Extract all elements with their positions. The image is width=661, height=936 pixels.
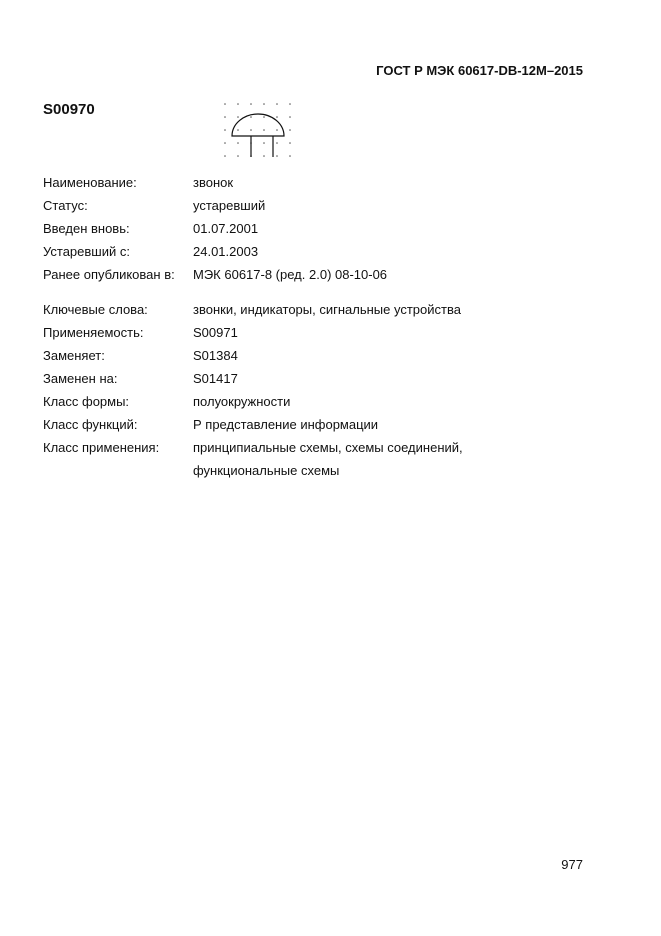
field-value: S00971 bbox=[193, 325, 238, 340]
field-value: полуокружности bbox=[193, 394, 291, 409]
field-value: устаревший bbox=[193, 198, 266, 213]
symbol-attributes bbox=[43, 171, 603, 482]
field-value: принципиальные схемы, схемы соединений, bbox=[193, 440, 463, 455]
field-value: S01417 bbox=[193, 371, 238, 386]
field-row-application-class bbox=[43, 436, 603, 459]
field-label: Заменен на: bbox=[43, 371, 118, 386]
field-label: Класс применения: bbox=[43, 440, 160, 455]
field-row-introduced bbox=[43, 217, 603, 240]
field-label: Статус: bbox=[43, 198, 88, 213]
field-row-replaced-by bbox=[43, 367, 603, 390]
field-row-published-in bbox=[43, 263, 603, 286]
field-value: МЭК 60617-8 (ред. 2.0) 08-10-06 bbox=[193, 267, 388, 282]
page-number: 977 bbox=[561, 857, 583, 872]
field-row-application-class-continued bbox=[43, 459, 603, 482]
field-row-applicability bbox=[43, 321, 603, 344]
field-value: функциональные схемы bbox=[193, 463, 340, 478]
bell-symbol-icon bbox=[218, 97, 298, 165]
field-label: Ранее опубликован в: bbox=[43, 267, 175, 282]
field-row-status bbox=[43, 194, 603, 217]
field-label: Наименование: bbox=[43, 175, 137, 190]
field-label: Заменяет: bbox=[43, 348, 105, 363]
symbol-code: S00970 bbox=[43, 101, 95, 118]
field-row-function-class bbox=[43, 413, 603, 436]
field-label: Применяемость: bbox=[43, 325, 144, 340]
field-row-shape-class bbox=[43, 390, 603, 413]
field-value: Р представление информации bbox=[193, 417, 379, 432]
field-row-obsolete-since bbox=[43, 240, 603, 263]
field-label: Устаревший с: bbox=[43, 244, 130, 259]
symbol-grid bbox=[224, 103, 291, 157]
field-label: Введен вновь: bbox=[43, 221, 130, 236]
field-value: S01384 bbox=[193, 348, 238, 363]
field-row-replaces bbox=[43, 344, 603, 367]
field-row-name bbox=[43, 171, 603, 194]
bell-shape bbox=[232, 114, 284, 157]
field-value: звонки, индикаторы, сигнальные устройства bbox=[193, 302, 461, 317]
field-value: 01.07.2001 bbox=[193, 221, 259, 236]
field-value: 24.01.2003 bbox=[193, 244, 259, 259]
field-value: звонок bbox=[193, 175, 234, 190]
field-label: Класс функций: bbox=[43, 417, 138, 432]
field-label: Ключевые слова: bbox=[43, 302, 148, 317]
field-row-keywords bbox=[43, 298, 603, 321]
standard-header: ГОСТ Р МЭК 60617-DB-12M–2015 bbox=[376, 63, 583, 78]
field-label bbox=[43, 459, 193, 482]
field-label: Класс формы: bbox=[43, 394, 130, 409]
